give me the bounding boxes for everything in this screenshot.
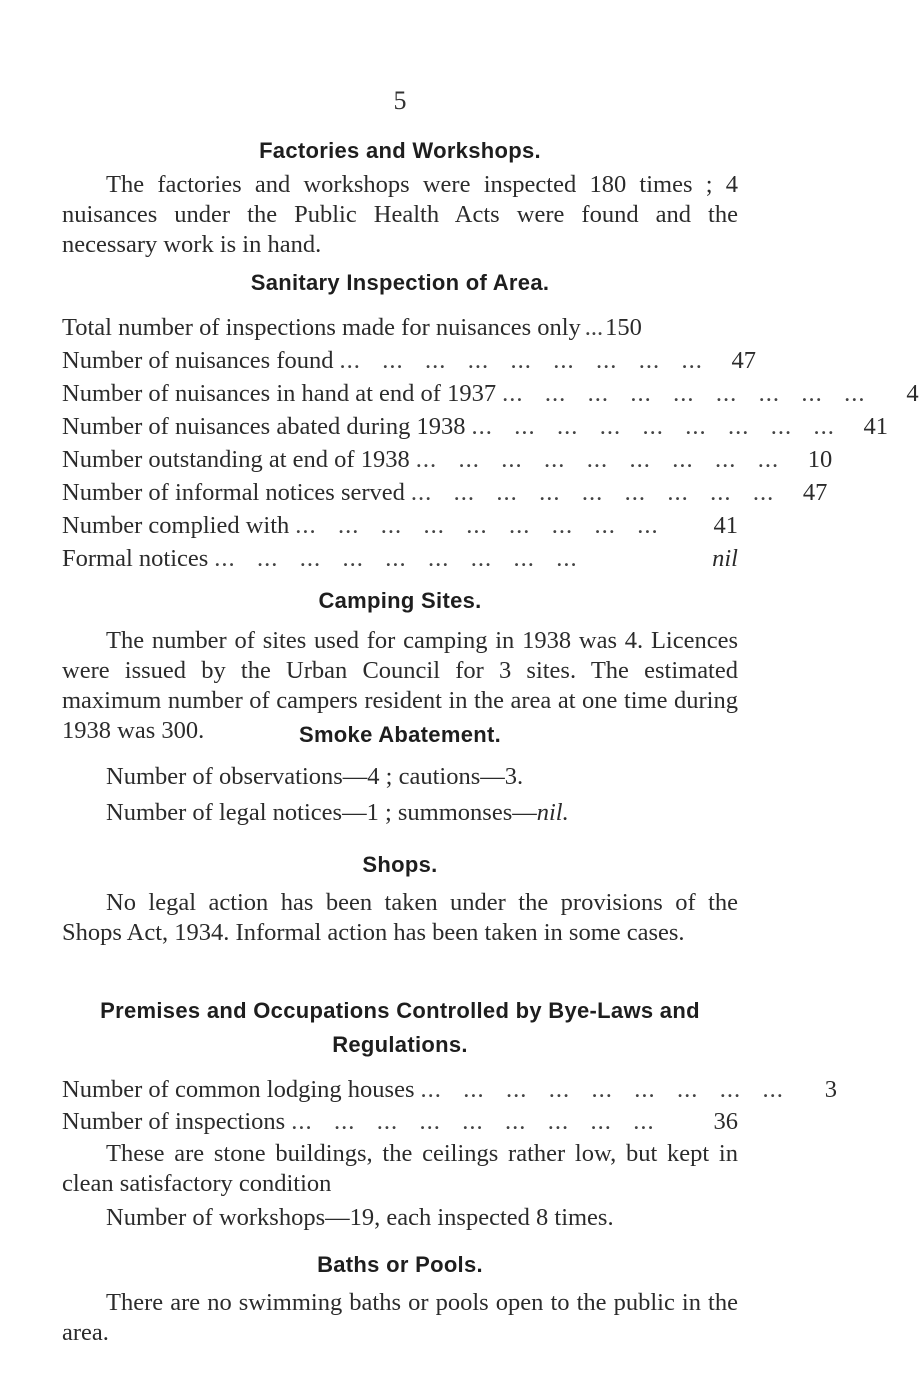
row-label: Number outstanding at end of 1938 bbox=[62, 446, 410, 473]
row-value: 41 bbox=[713, 512, 738, 539]
shops-paragraph: No legal action has been taken under the provisions of the Shops Act, 1934. Informal action has been taken in some cases. bbox=[62, 889, 738, 946]
row-value: 47 bbox=[802, 479, 828, 506]
row-label: Formal notices bbox=[62, 545, 209, 572]
row-label: Total number of inspections made for nuisances only bbox=[62, 314, 581, 341]
smoke-summonses-value: nil. bbox=[536, 799, 569, 826]
dot-leader: ... ... ... ... ... ... ... ... ... bbox=[410, 479, 782, 506]
dot-leader: ... ... ... ... ... ... ... ... ... bbox=[502, 380, 873, 407]
dot-leader: ... ... ... ... ... ... ... ... ... bbox=[415, 446, 787, 473]
row-label: Number of nuisances in hand at end of 1937 bbox=[62, 380, 497, 407]
row-value: 36 bbox=[713, 1108, 738, 1135]
dot-leader: ... ... ... ... ... ... ... ... ... bbox=[420, 1076, 791, 1103]
table-row bbox=[62, 542, 738, 575]
row-label: Number complied with bbox=[62, 512, 290, 539]
row-label: Number of common lodging houses bbox=[62, 1076, 415, 1103]
row-label: Number of nuisances found bbox=[62, 347, 334, 374]
table-row bbox=[62, 509, 738, 542]
page-number: 5 bbox=[393, 86, 407, 115]
smoke-line-notices bbox=[106, 798, 569, 828]
table-row bbox=[62, 410, 888, 443]
camping-paragraph: The number of sites used for camping in 1938 was 4. Licences were issued by the Urban Council for 3 sites. The estimated maximum number of campers resident in the area at one time during 1938 was 300. bbox=[62, 627, 738, 744]
dot-leader: ... ... ... ... ... ... ... ... ... bbox=[214, 545, 585, 572]
row-label: Number of inspections bbox=[62, 1108, 286, 1135]
heading-smoke: Smoke Abatement. bbox=[298, 722, 502, 747]
baths-paragraph: There are no swimming baths or pools open to the public in the area. bbox=[62, 1289, 738, 1346]
row-value: 3 bbox=[824, 1076, 837, 1103]
heading-shops: Shops. bbox=[362, 852, 438, 877]
heading-premises-line2: Regulations. bbox=[332, 1032, 468, 1057]
factories-paragraph: The factories and workshops were inspected 180 times ; 4 nuisances under the Public Health Acts were found and the necessary work is in hand. bbox=[62, 171, 738, 258]
table-row bbox=[62, 443, 833, 476]
dot-leader: ... ... ... ... ... ... ... ... ... bbox=[339, 347, 710, 374]
heading-factories: Factories and Workshops. bbox=[259, 138, 541, 163]
heading-premises-line1: Premises and Occupations Controlled by Bye-Laws and bbox=[100, 998, 700, 1023]
row-value: 47 bbox=[731, 347, 756, 374]
dot-leader: ... ... ... ... ... ... ... ... ... bbox=[295, 512, 666, 539]
table-row bbox=[62, 377, 919, 410]
table-row bbox=[62, 1073, 837, 1106]
row-value: 4 bbox=[906, 380, 919, 407]
row-value: 150 bbox=[605, 314, 642, 341]
smoke-line-observations: Number of observations—4 ; cautions—3. bbox=[106, 763, 524, 790]
heading-baths: Baths or Pools. bbox=[317, 1252, 483, 1277]
sanitary-row-total: Total number of inspections made for nuisances only ... 150 bbox=[62, 311, 738, 344]
dot-leader: ... ... ... ... ... ... ... ... ... bbox=[471, 413, 842, 440]
table-row bbox=[62, 476, 828, 509]
row-label: Number of nuisances abated during 1938 bbox=[62, 413, 466, 440]
row-label: Number of informal notices served bbox=[62, 479, 405, 506]
dot-leader: ... ... ... ... ... ... ... ... ... bbox=[291, 1108, 662, 1135]
heading-camping: Camping Sites. bbox=[318, 588, 482, 613]
smoke-line-notices-text: Number of legal notices—1 ; summonses— bbox=[106, 799, 537, 826]
row-value: 41 bbox=[863, 413, 888, 440]
row-value: 10 bbox=[807, 446, 833, 473]
premises-workshops-line: Number of workshops—19, each inspected 8 times. bbox=[106, 1204, 614, 1231]
table-row bbox=[62, 1105, 738, 1138]
table-row bbox=[62, 344, 756, 377]
premises-paragraph: These are stone buildings, the ceilings rather low, but kept in clean satisfactory condition bbox=[62, 1140, 738, 1197]
row-value: nil bbox=[712, 545, 738, 572]
heading-sanitary: Sanitary Inspection of Area. bbox=[250, 270, 550, 295]
heading-premises bbox=[0, 994, 800, 1062]
